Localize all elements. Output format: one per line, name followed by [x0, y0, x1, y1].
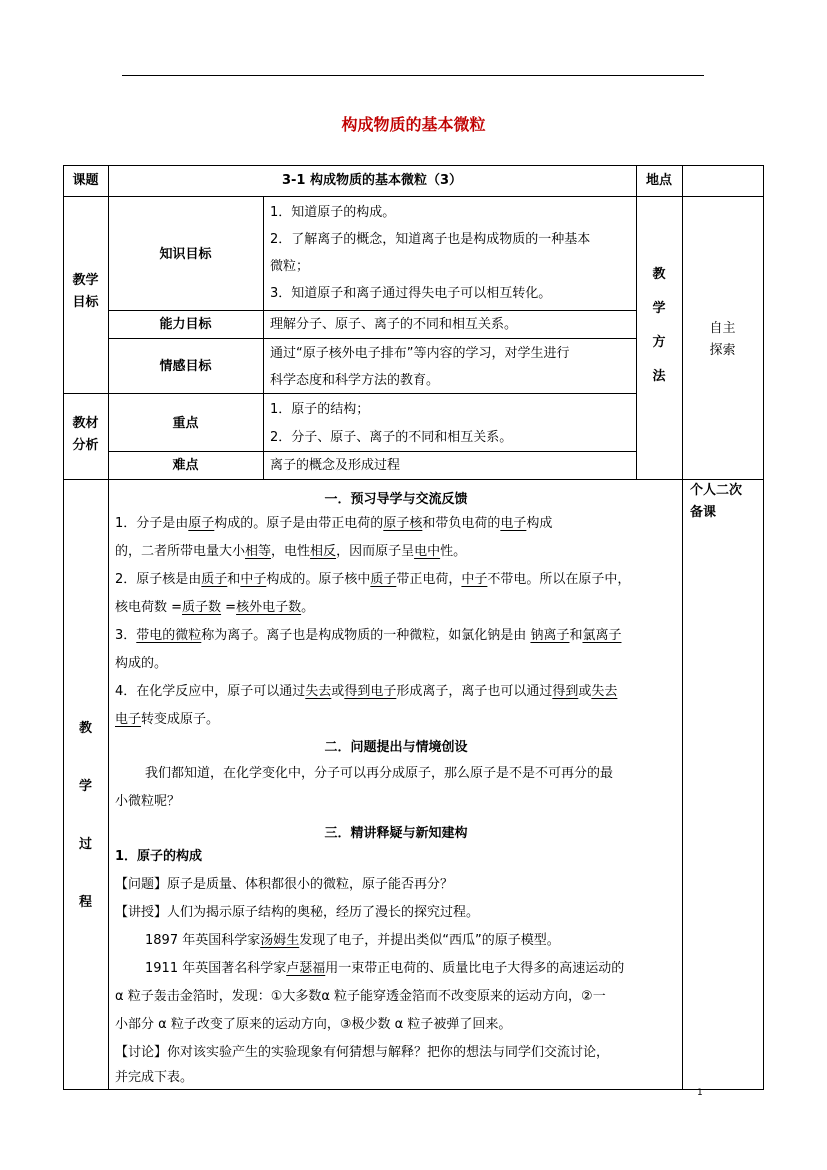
question-3-line1: 3．带电的微粒称为离子。离子也是构成物质的一种微粒，如氯化钠是由 钠离子和氯离子 [115, 628, 622, 643]
method-value-line1: 自主 [709, 321, 736, 336]
teaching-method-label [636, 258, 682, 394]
knowledge-goal-label: 知识目标 [159, 247, 212, 262]
list-item: 2．了解离子的概念，知道离子也是构成物质的一种基本 [270, 232, 591, 247]
question-2-line2: 核电荷数 =质子数 =核外电子数。 [115, 600, 315, 615]
process-char: 过 [78, 837, 92, 852]
discussion-line2: 并完成下表。 [115, 1070, 194, 1085]
rutherford-line2: α 粒子轰击金箔时，发现：①大多数α 粒子能穿透金箔而不改变原来的运动方向，②一 [115, 989, 606, 1004]
list-item: 2．分子、原子、离子的不同和相互关系。 [270, 430, 513, 445]
question-2-line1: 2．原子核是由质子和中子构成的。原子核中质子带正电荷，中子不带电。所以在原子中， [115, 572, 631, 587]
process-char: 学 [78, 779, 92, 794]
header-location-label: 地点 [645, 173, 672, 188]
list-item: 1．原子的结构； [270, 402, 370, 417]
method-value-line2: 探索 [709, 343, 736, 358]
emotion-goal-text [270, 340, 569, 394]
method-char: 方 [652, 335, 666, 350]
material-analysis-label [63, 413, 108, 457]
analysis-label-line2: 分析 [72, 438, 99, 453]
analysis-label-line1: 教材 [72, 416, 99, 431]
emotion-line: 科学态度和科学方法的教育。 [270, 373, 440, 388]
ability-goal-label: 能力目标 [159, 317, 212, 332]
emotion-line: 通过“原子核外电子排布”等内容的学习，对学生进行 [270, 346, 570, 361]
thomson-paragraph: 1897 年英国科学家汤姆生发现了电子，并提出类似“西瓜”的原子模型。 [145, 933, 560, 948]
difficult-point-text: 离子的概念及形成过程 [270, 458, 401, 473]
question-1-line1: 1．分子是由原子构成的。原子是由带正电荷的原子核和带负电荷的电子构成 [115, 516, 553, 531]
intro-line1: 我们都知道，在化学变化中，分子可以再分成原子，那么原子是不是不可再分的最 [145, 766, 614, 781]
process-char: 教 [78, 721, 92, 736]
personal-prep-label [690, 480, 742, 524]
rutherford-line3: 小部分 α 粒子改变了原来的运动方向，③极少数 α 粒子被弹了回来。 [115, 1017, 512, 1032]
method-char: 法 [652, 369, 666, 384]
knowledge-goal-list [270, 199, 590, 307]
document-title: 构成物质的基本微粒 [341, 115, 486, 134]
header-rule [122, 75, 704, 76]
prep-line2: 备课 [690, 505, 717, 520]
process-char: 程 [78, 895, 92, 910]
goals-label-line2: 目标 [72, 295, 99, 310]
discussion-line1: 【讨论】你对该实验产生的实验现象有何猜想与解释？把你的想法与同学们交流讨论， [115, 1045, 610, 1060]
list-item: 3．知道原子和离子通过得失电子可以相互转化。 [270, 286, 552, 301]
key-point-list [270, 396, 512, 452]
list-item: 微粒； [270, 259, 310, 274]
goals-label-line1: 教学 [72, 273, 99, 288]
subsection-atom-structure: 1．原子的构成 [115, 849, 203, 864]
rutherford-line1: 1911 年英国著名科学家卢瑟福用一束带正电荷的、质量比电子大得多的高速运动的 [145, 961, 625, 976]
ability-goal-text: 理解分子、原子、离子的不同和相互关系。 [270, 317, 518, 332]
prep-line1: 个人二次 [690, 483, 743, 498]
intro-line2: 小微粒呢？ [115, 794, 181, 809]
section-heading-preview: 一．预习导学与交流反馈 [324, 492, 468, 507]
question-1-line2: 的，二者所带电量大小相等，电性相反，因而原子呈电中性。 [115, 544, 467, 559]
lesson-topic: 3-1 构成物质的基本微粒（3） [281, 173, 463, 188]
page-number: 1 [697, 1088, 703, 1098]
method-char: 教 [652, 267, 666, 282]
question-4-line1: 4．在化学反应中，原子可以通过失去或得到电子形成离子，离子也可以通过得到或失去 [115, 684, 618, 699]
teaching-goals-label [63, 270, 108, 314]
emotion-goal-label: 情感目标 [159, 359, 212, 374]
teaching-method-value [682, 318, 763, 362]
difficult-point-label: 难点 [172, 458, 199, 473]
key-point-label: 重点 [172, 416, 199, 431]
header-lesson-label: 课题 [72, 173, 99, 188]
section-heading-lecture: 三．精讲释疑与新知建构 [324, 826, 468, 841]
lecture-paragraph: 【讲授】人们为揭示原子结构的奥秘，经历了漫长的探究过程。 [115, 905, 480, 920]
method-char: 学 [652, 301, 666, 316]
section-heading-problem: 二．问题提出与情境创设 [324, 740, 468, 755]
question-paragraph: 【问题】原子是质量、体积都很小的微粒，原子能否再分？ [115, 877, 454, 892]
question-3-line2: 构成的。 [115, 656, 168, 671]
question-4-line2: 电子转变成原子。 [115, 712, 220, 727]
teaching-process-label [63, 700, 108, 932]
list-item: 1．知道原子的构成。 [270, 205, 396, 220]
